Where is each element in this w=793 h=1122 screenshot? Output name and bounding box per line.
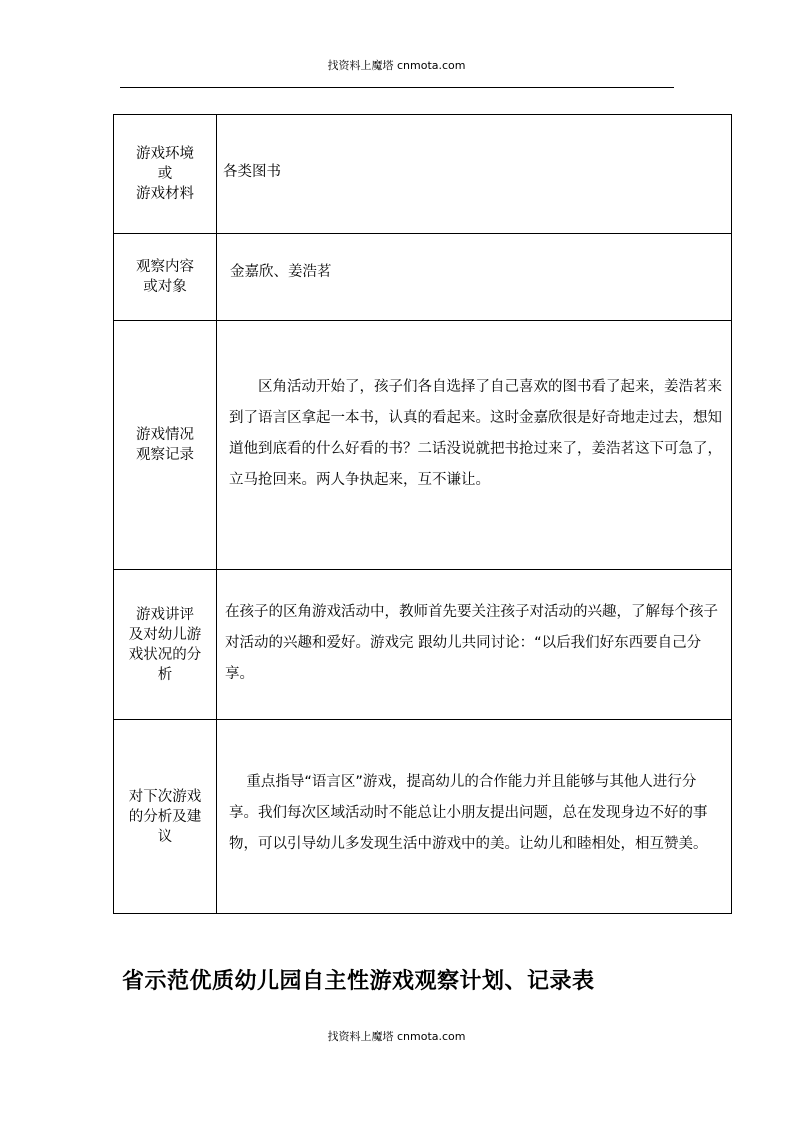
- row-label-environment: [114, 115, 217, 234]
- row-content-review: [217, 570, 732, 720]
- label-text: 观察内容 或对象: [136, 259, 194, 295]
- row-content-suggestion: [217, 720, 732, 914]
- document-title: 省示范优质幼儿园自主性游戏观察计划、记录表: [122, 968, 595, 994]
- row-content-record: [217, 321, 732, 570]
- content-text: 各类图书: [223, 163, 281, 180]
- table-row: [114, 720, 732, 914]
- label-text: 游戏情况 观察记录: [136, 427, 194, 463]
- table-row: [114, 115, 732, 234]
- row-content-environment: [217, 115, 732, 234]
- content-text: 重点指导“语言区”游戏，提高幼儿的合作能力并且能够与其他人进行分享。我们每次区域活动时不能总让小朋友提出问题，总在发现身边不好的事物，可以引导幼儿多发现生活中游戏中的美。让幼儿和睦相处，相互赞美。: [229, 774, 708, 852]
- content-text: 区角活动开始了，孩子们各自选择了自己喜欢的图书看了起来，姜浩茗来到了语言区拿起一本书，认真的看起来。这时金嘉欣很是好奇地走过去，想知道他到底看的什么好看的书？二话没说就把书抢过来了，姜浩茗这下可急了，立马抢回来。两人争执起来，互不谦让。: [229, 379, 722, 488]
- row-label-subject: [114, 234, 217, 321]
- page-footer-text: 找资料上魔塔 cnmota.com: [327, 1030, 466, 1043]
- table-row: [114, 234, 732, 321]
- table-row: [114, 321, 732, 570]
- row-label-suggestion: [114, 720, 217, 914]
- observation-table: [113, 114, 732, 914]
- row-content-subject: [217, 234, 732, 321]
- header-divider: [120, 87, 674, 88]
- label-text: 游戏讲评 及对幼儿游 戏状况的分 析: [128, 606, 202, 683]
- content-text: 在孩子的区角游戏活动中，教师首先要关注孩子对活动的兴趣，了解每个孩子对活动的兴趣和爱好。游戏完 跟幼儿共同讨论：“以后我们好东西要自己分享。: [225, 604, 718, 682]
- table-row: [114, 570, 732, 720]
- content-text: 金嘉欣、姜浩茗: [230, 263, 332, 280]
- row-label-review: [114, 570, 217, 720]
- label-text: 对下次游戏 的分析及建 议: [128, 788, 202, 845]
- row-label-record: [114, 321, 217, 570]
- page-header-text: 找资料上魔塔 cnmota.com: [327, 59, 466, 72]
- label-text: 游戏环境 或 游戏材料: [136, 146, 194, 202]
